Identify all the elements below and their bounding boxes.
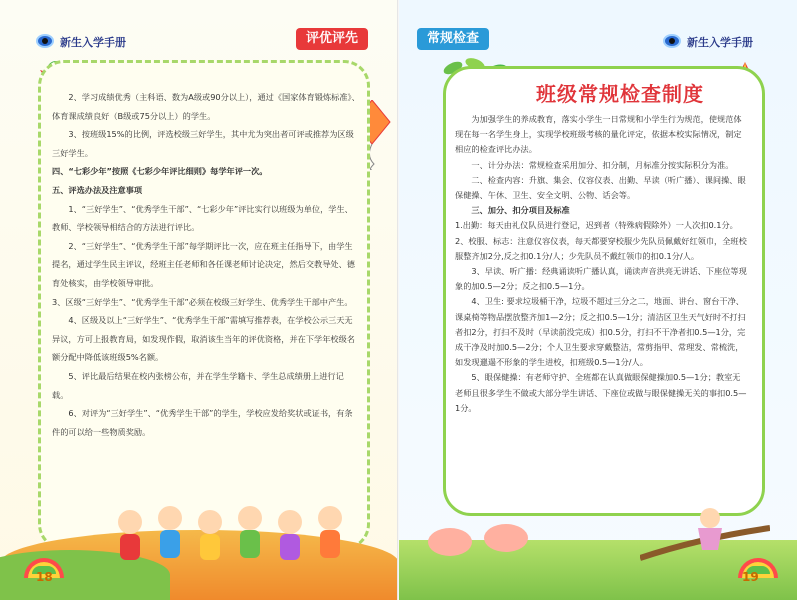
left-paragraph: 4、区级及以上“三好学生”、“优秀学生干部”需填写推荐表，在学校公示三天无异议，方可上报教育局，如发现作假，取消该生当年的评优资格，并在下学年校级名额分配中降低该班级5%名额。: [52, 315, 355, 363]
eye-logo-icon: [663, 34, 681, 48]
right-paragraph: 3、早读、听广播：经典诵读听广播认真，诵读声音洪亮无讲话、下座位等现象的加0.5—2分；反之扣0.5—1分。: [455, 266, 747, 292]
left-section-tag: 评优评先: [296, 28, 368, 50]
right-section-heading: 三、加分、扣分项目及标准: [471, 205, 570, 216]
left-paragraph: 1、“三好学生”、“优秀学生干部”、“七彩少年”评比实行以班级为单位，学生、教师、学校领导相结合的方法进行评比。: [52, 203, 353, 233]
left-page-number: 18: [36, 570, 53, 584]
eye-logo-icon: [36, 34, 54, 48]
footprints-icon: [420, 512, 540, 572]
left-paragraph: 3、按班级15%的比例，评选校级三好学生，其中尤为突出者可评或推荐为区级三好学生。: [52, 129, 354, 158]
right-page-title: 班级常规检查制度: [536, 82, 704, 106]
right-paragraph: 一、计分办法：常规检查采用加分、扣分制，月标准分按实际积分为准。: [471, 159, 734, 170]
left-body-text: [52, 88, 360, 441]
right-page-number: 19: [742, 570, 759, 584]
left-paragraph: 2、“三好学生”、“优秀学生干部”每学期评比一次，应在班主任指导下，由学生提名，通过学生民主评议，经班主任老师和各任课老师讨论决定，然后交教导处、德育处核实，由学校领导审批。: [52, 240, 355, 288]
right-paragraph: 二、检查内容：升旗、集会、仪容仪表、出勤、早读（听广播）、课间操、眼保健操、午休、卫生、安全文明、公物、话会等。: [455, 174, 746, 201]
left-section-heading: 四、“七彩少年”按照《七彩少年评比细则》每学年评一次。: [52, 166, 268, 177]
right-paragraph: 为加强学生的养成教育，落实小学生一日常规和小学生行为规范，使规范体现在每一名学生身上，实现学校班级考核的量化评定，依据本校实际情况，制定相应的检查评比办法。: [455, 114, 742, 155]
right-body-text: [455, 112, 747, 416]
right-section-tag: 常规检查: [417, 28, 489, 50]
left-paragraph: 6、对评为“三好学生”、“优秀学生干部”的学生，学校应发给奖状或证书，有条件的可以给一些物质奖励。: [52, 408, 353, 437]
right-paragraph: 4、卫生: 要求垃圾桶干净，垃圾不超过三分之二，地面、讲台、窗台干净、课桌椅等物品摆放整齐加1—2分；反之扣0.5—1分；清洁区卫生天气好时不打扫者扣2分，打扫不及时（早读前没完成）扣0.5分，打扫不干净者扣0.5—1分，完成干净及时加0.5—2分；个人卫生要求穿戴整洁，常剪指甲、常理发、常梳洗，如发现邋遢不形象的学生进校，扣班级0.5—1分/人。: [455, 296, 746, 368]
left-header-title: 新生入学手册: [60, 36, 126, 49]
children-illustration-icon: [110, 500, 370, 580]
right-paragraph: 5、眼保健操：有老师守护、全班都在认真做眼保健操加0.5—1分；教室无老师且很多学生不做或大部分学生讲话、下座位或做与眼保健操无关的事扣0.5—1分。: [455, 372, 747, 413]
left-paragraph: 5、评比最后结果在校内张榜公布，并在学生学籍卡、学生总成绩册上进行记载。: [52, 370, 344, 400]
left-paragraph: 3、区级“三好学生”、“优秀学生干部”必须在校级三好学生、优秀学生干部中产生。: [52, 296, 353, 307]
right-paragraph: 2、校服、标志：注意仪容仪表，每天都要穿校服少先队员佩戴好红领巾，全班校服整齐加2分,反之扣0.1分/人；少先队员不戴红领巾的扣0.1分/人。: [455, 235, 747, 261]
right-paragraph: 1.出勤：每天由礼仪队员进行登记，迟到者（特殊病假除外）一人次扣0.1分。: [455, 220, 738, 231]
right-header-title: 新生入学手册: [687, 36, 753, 49]
left-paragraph: 2、学习成绩优秀（主科语、数为A级或90分以上），通过《国家体育锻炼标准》、体育课成绩良好（B级或75分以上）的学生。: [52, 92, 360, 121]
left-section-heading: 五、评选办法及注意事项: [52, 184, 143, 195]
